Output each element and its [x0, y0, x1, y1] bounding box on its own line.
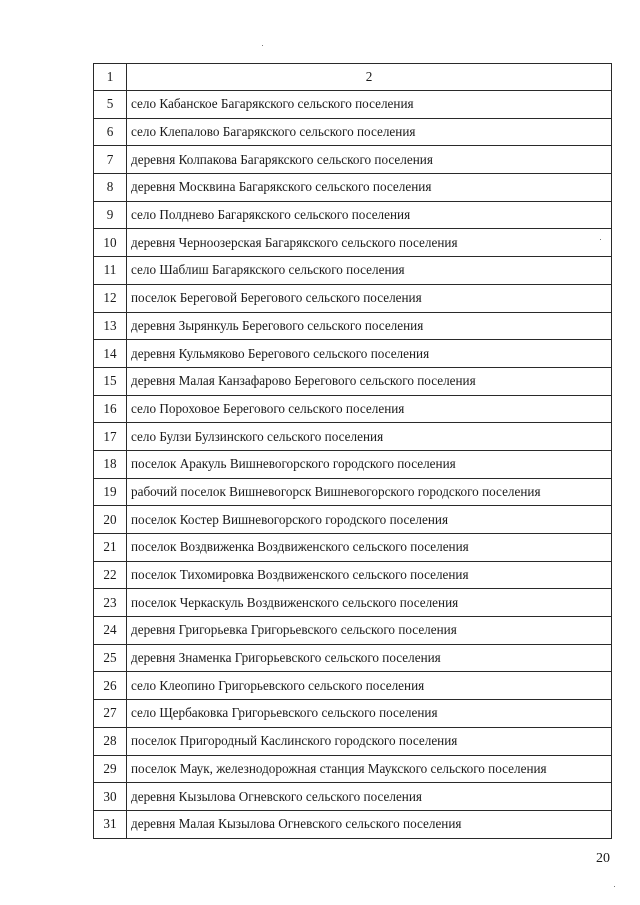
scan-speck — [614, 886, 615, 887]
row-number: 15 — [94, 367, 127, 395]
settlement-name: село Щербаковка Григорьевского сельского поселения — [127, 700, 612, 728]
settlement-name: поселок Тихомировка Воздвиженского сельского поселения — [127, 561, 612, 589]
row-number: 21 — [94, 534, 127, 562]
row-number: 17 — [94, 423, 127, 451]
settlement-name: село Клепалово Багарякского сельского поселения — [127, 118, 612, 146]
table-row — [94, 450, 612, 478]
row-number: 28 — [94, 727, 127, 755]
table-row — [94, 672, 612, 700]
table-row — [94, 284, 612, 312]
table-row — [94, 118, 612, 146]
header-col-1: 1 — [94, 64, 127, 91]
table-row — [94, 755, 612, 783]
table-body — [94, 64, 612, 839]
header-col-2: 2 — [127, 64, 612, 91]
table-row — [94, 561, 612, 589]
row-number: 20 — [94, 506, 127, 534]
settlement-name: деревня Кульмяково Берегового сельского поселения — [127, 340, 612, 368]
table-row — [94, 506, 612, 534]
row-number: 26 — [94, 672, 127, 700]
row-number: 30 — [94, 783, 127, 811]
table-row — [94, 367, 612, 395]
row-number: 6 — [94, 118, 127, 146]
settlements-table — [93, 63, 612, 839]
settlement-name: деревня Малая Канзафарово Берегового сельского поселения — [127, 367, 612, 395]
table-row — [94, 91, 612, 119]
settlement-name: деревня Москвина Багарякского сельского поселения — [127, 174, 612, 202]
row-number: 22 — [94, 561, 127, 589]
table-row — [94, 229, 612, 257]
table-row — [94, 810, 612, 838]
row-number: 5 — [94, 91, 127, 119]
row-number: 9 — [94, 201, 127, 229]
row-number: 8 — [94, 174, 127, 202]
scan-speck — [600, 239, 601, 240]
table-row — [94, 617, 612, 645]
table-row — [94, 727, 612, 755]
row-number: 10 — [94, 229, 127, 257]
settlement-name: деревня Черноозерская Багарякского сельского поселения — [127, 229, 612, 257]
settlement-name: село Кабанское Багарякского сельского поселения — [127, 91, 612, 119]
row-number: 18 — [94, 450, 127, 478]
settlement-name: деревня Кызылова Огневского сельского поселения — [127, 783, 612, 811]
table-row — [94, 146, 612, 174]
table-row — [94, 340, 612, 368]
settlement-name: деревня Колпакова Багарякского сельского поселения — [127, 146, 612, 174]
settlement-name: село Шаблиш Багарякского сельского поселения — [127, 257, 612, 285]
row-number: 7 — [94, 146, 127, 174]
row-number: 13 — [94, 312, 127, 340]
settlement-name: село Клеопино Григорьевского сельского поселения — [127, 672, 612, 700]
settlement-name: деревня Малая Кызылова Огневского сельского поселения — [127, 810, 612, 838]
settlement-name: поселок Пригородный Каслинского городского поселения — [127, 727, 612, 755]
table-row — [94, 423, 612, 451]
row-number: 23 — [94, 589, 127, 617]
settlement-name: поселок Черкаскуль Воздвиженского сельского поселения — [127, 589, 612, 617]
page-number: 20 — [596, 851, 610, 866]
row-number: 29 — [94, 755, 127, 783]
row-number: 14 — [94, 340, 127, 368]
settlement-name: деревня Зырянкуль Берегового сельского поселения — [127, 312, 612, 340]
table-row — [94, 589, 612, 617]
table-row — [94, 534, 612, 562]
settlement-name: поселок Воздвиженка Воздвиженского сельского поселения — [127, 534, 612, 562]
table-row — [94, 312, 612, 340]
settlement-name: поселок Аракуль Вишневогорского городского поселения — [127, 450, 612, 478]
row-number: 12 — [94, 284, 127, 312]
settlement-name: деревня Григорьевка Григорьевского сельского поселения — [127, 617, 612, 645]
settlement-name: село Пороховое Берегового сельского поселения — [127, 395, 612, 423]
table-row — [94, 201, 612, 229]
table-row — [94, 783, 612, 811]
table-row — [94, 174, 612, 202]
settlement-name: село Булзи Булзинского сельского поселения — [127, 423, 612, 451]
row-number: 27 — [94, 700, 127, 728]
table-row — [94, 644, 612, 672]
settlement-name: поселок Береговой Берегового сельского поселения — [127, 284, 612, 312]
row-number: 31 — [94, 810, 127, 838]
scan-speck — [262, 45, 263, 46]
table-row — [94, 478, 612, 506]
table-row — [94, 257, 612, 285]
settlement-name: поселок Костер Вишневогорского городского поселения — [127, 506, 612, 534]
settlement-name: рабочий поселок Вишневогорск Вишневогорского городского поселения — [127, 478, 612, 506]
settlement-name: поселок Маук, железнодорожная станция Маукского сельского поселения — [127, 755, 612, 783]
table-row — [94, 395, 612, 423]
table-header-row — [94, 64, 612, 91]
settlement-name: село Полднево Багарякского сельского поселения — [127, 201, 612, 229]
row-number: 24 — [94, 617, 127, 645]
row-number: 19 — [94, 478, 127, 506]
row-number: 11 — [94, 257, 127, 285]
row-number: 16 — [94, 395, 127, 423]
settlement-name: деревня Знаменка Григорьевского сельского поселения — [127, 644, 612, 672]
table-row — [94, 700, 612, 728]
row-number: 25 — [94, 644, 127, 672]
